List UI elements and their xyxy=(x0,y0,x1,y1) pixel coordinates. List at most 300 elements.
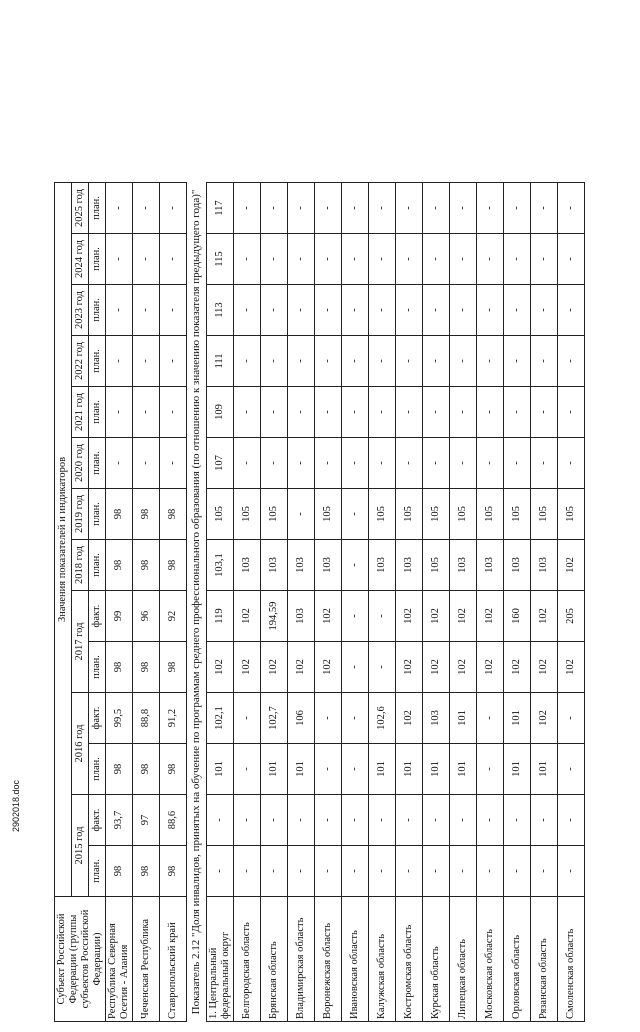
table-row xyxy=(288,183,315,1022)
value-cell: - xyxy=(369,183,396,234)
value-cell: - xyxy=(160,234,187,285)
value-cell: 102,6 xyxy=(369,693,396,744)
value-cell: 103 xyxy=(423,693,450,744)
value-cell: - xyxy=(423,234,450,285)
value-cell: - xyxy=(450,438,477,489)
value-cell: - xyxy=(342,489,369,540)
subject-name: Липецкая область xyxy=(450,897,477,1022)
value-cell: - xyxy=(261,795,288,846)
value-cell: - xyxy=(315,795,342,846)
table-row xyxy=(558,183,585,1022)
value-cell: - xyxy=(558,285,585,336)
value-cell: - xyxy=(558,693,585,744)
subject-name: Ивановская область xyxy=(342,897,369,1022)
table-row xyxy=(450,183,477,1022)
plan-header: план. xyxy=(89,336,106,387)
year-header: 2024 год xyxy=(72,234,89,285)
value-cell: - xyxy=(234,234,261,285)
value-cell: - xyxy=(261,438,288,489)
value-cell: 103,1 xyxy=(207,540,234,591)
value-cell: - xyxy=(288,285,315,336)
value-cell: - xyxy=(450,846,477,897)
value-cell: - xyxy=(531,438,558,489)
value-cell: 105 xyxy=(558,489,585,540)
subject-name: Орловская область xyxy=(504,897,531,1022)
value-cell: - xyxy=(531,234,558,285)
value-cell: - xyxy=(558,387,585,438)
value-cell: 102 xyxy=(234,591,261,642)
value-cell: - xyxy=(315,285,342,336)
value-cell: - xyxy=(234,336,261,387)
value-cell: - xyxy=(477,846,504,897)
value-cell: - xyxy=(342,846,369,897)
value-cell: 102 xyxy=(450,642,477,693)
value-cell: - xyxy=(369,438,396,489)
value-cell: - xyxy=(106,183,133,234)
value-cell: 113 xyxy=(207,285,234,336)
value-cell: - xyxy=(423,438,450,489)
value-cell: 103 xyxy=(288,540,315,591)
value-cell: 98 xyxy=(106,489,133,540)
value-cell: - xyxy=(504,285,531,336)
value-cell: - xyxy=(477,285,504,336)
value-cell: 98 xyxy=(160,846,187,897)
value-cell: - xyxy=(288,234,315,285)
plan-header: план. xyxy=(89,489,106,540)
value-cell: - xyxy=(234,438,261,489)
value-cell: - xyxy=(531,183,558,234)
subject-name: Брянская область xyxy=(261,897,288,1022)
value-cell: - xyxy=(558,234,585,285)
value-cell: 102 xyxy=(234,642,261,693)
value-cell: - xyxy=(369,387,396,438)
value-cell: - xyxy=(450,285,477,336)
indicator-title-row xyxy=(187,183,207,1022)
table-row xyxy=(261,183,288,1022)
value-cell: 103 xyxy=(531,540,558,591)
table-row xyxy=(106,183,133,1022)
value-cell: 102,7 xyxy=(261,693,288,744)
value-cell: - xyxy=(234,846,261,897)
value-cell: 102 xyxy=(315,591,342,642)
value-cell: - xyxy=(450,234,477,285)
value-cell: 119 xyxy=(207,591,234,642)
value-cell: 98 xyxy=(133,744,160,795)
value-cell: - xyxy=(342,540,369,591)
value-cell: - xyxy=(106,438,133,489)
value-cell: 105 xyxy=(369,489,396,540)
value-cell: 98 xyxy=(160,744,187,795)
year-header: 2018 год xyxy=(72,540,89,591)
value-cell: - xyxy=(369,795,396,846)
value-cell: 102 xyxy=(504,642,531,693)
value-cell: 98 xyxy=(106,540,133,591)
plan-header: план. xyxy=(89,285,106,336)
value-cell: - xyxy=(477,336,504,387)
table-row xyxy=(207,183,234,1022)
value-cell: - xyxy=(207,795,234,846)
year-header: 2017 год xyxy=(72,591,89,693)
value-cell: 102 xyxy=(531,642,558,693)
subject-name: Рязанская область xyxy=(531,897,558,1022)
value-cell: - xyxy=(342,591,369,642)
value-cell: - xyxy=(423,387,450,438)
value-cell: 105 xyxy=(423,540,450,591)
subject-name: Воронежская область xyxy=(315,897,342,1022)
value-cell: 103 xyxy=(261,540,288,591)
subject-name: Смоленская область xyxy=(558,897,585,1022)
value-cell: 102 xyxy=(531,591,558,642)
value-cell: - xyxy=(369,846,396,897)
value-cell: - xyxy=(504,846,531,897)
footer-code: 2902018.doc xyxy=(11,779,21,832)
value-cell: - xyxy=(315,387,342,438)
fact-header: факт. xyxy=(89,795,106,846)
value-cell: - xyxy=(106,234,133,285)
value-cell: 105 xyxy=(450,489,477,540)
value-cell: - xyxy=(450,387,477,438)
years-header-row xyxy=(72,183,89,1022)
value-cell: - xyxy=(133,336,160,387)
value-cell: 101 xyxy=(396,744,423,795)
value-cell: 98 xyxy=(133,642,160,693)
plan-header: план. xyxy=(89,387,106,438)
value-cell: - xyxy=(342,438,369,489)
value-cell: - xyxy=(261,183,288,234)
value-cell: - xyxy=(288,183,315,234)
value-cell: 105 xyxy=(396,489,423,540)
value-cell: 101 xyxy=(450,744,477,795)
value-cell: 205 xyxy=(558,591,585,642)
value-cell: - xyxy=(369,591,396,642)
value-cell: - xyxy=(477,693,504,744)
value-cell: 102 xyxy=(207,642,234,693)
value-cell: - xyxy=(160,183,187,234)
value-cell: - xyxy=(234,795,261,846)
value-cell: - xyxy=(288,846,315,897)
value-cell: - xyxy=(477,387,504,438)
value-cell: 103 xyxy=(504,540,531,591)
value-cell: 98 xyxy=(160,489,187,540)
value-cell: 98 xyxy=(106,744,133,795)
value-cell: - xyxy=(477,183,504,234)
value-cell: - xyxy=(160,438,187,489)
subject-name: Владимирская область xyxy=(288,897,315,1022)
value-cell: - xyxy=(133,285,160,336)
plan-header: план. xyxy=(89,183,106,234)
value-cell: 93,7 xyxy=(106,795,133,846)
value-cell: - xyxy=(261,336,288,387)
value-cell: 102 xyxy=(261,642,288,693)
year-header: 2025 год xyxy=(72,183,89,234)
value-cell: 102 xyxy=(423,642,450,693)
year-header: 2020 год xyxy=(72,438,89,489)
value-cell: - xyxy=(396,234,423,285)
value-cell: - xyxy=(207,846,234,897)
subject-name: Республика Северная Осетия - Алания xyxy=(106,897,133,1022)
value-cell: 98 xyxy=(160,540,187,591)
value-cell: 99,5 xyxy=(106,693,133,744)
value-cell: 88,6 xyxy=(160,795,187,846)
table-row xyxy=(133,183,160,1022)
value-cell: 102 xyxy=(558,642,585,693)
value-cell: - xyxy=(234,693,261,744)
value-cell: - xyxy=(477,438,504,489)
value-cell: - xyxy=(504,234,531,285)
value-cell: - xyxy=(342,795,369,846)
value-cell: 102 xyxy=(396,693,423,744)
value-cell: 98 xyxy=(133,540,160,591)
value-cell: - xyxy=(531,336,558,387)
value-cell: 117 xyxy=(207,183,234,234)
value-cell: 96 xyxy=(133,591,160,642)
subject-header: Субъект Российской Федерации (группы субъектов Российской Федерации) xyxy=(55,897,106,1022)
subject-name: Чеченская Республика xyxy=(133,897,160,1022)
value-cell: - xyxy=(477,744,504,795)
value-cell: 101 xyxy=(207,744,234,795)
value-cell: 105 xyxy=(477,489,504,540)
value-cell: 98 xyxy=(160,642,187,693)
plan-header: план. xyxy=(89,642,106,693)
value-cell: - xyxy=(450,183,477,234)
subject-name: Ставропольский край xyxy=(160,897,187,1022)
value-cell: 101 xyxy=(450,693,477,744)
value-cell: 101 xyxy=(261,744,288,795)
value-cell: - xyxy=(234,183,261,234)
value-cell: - xyxy=(133,234,160,285)
value-cell: - xyxy=(315,438,342,489)
value-cell: 106 xyxy=(288,693,315,744)
value-cell: - xyxy=(288,795,315,846)
value-cell: 103 xyxy=(477,540,504,591)
subject-name: Костромская область xyxy=(396,897,423,1022)
value-cell: 105 xyxy=(207,489,234,540)
table-row xyxy=(315,183,342,1022)
value-cell: - xyxy=(504,183,531,234)
plan-header: план. xyxy=(89,846,106,897)
value-cell: - xyxy=(396,387,423,438)
value-cell: 101 xyxy=(423,744,450,795)
value-cell: 102 xyxy=(396,642,423,693)
value-cell: - xyxy=(423,183,450,234)
value-cell: 98 xyxy=(133,846,160,897)
value-cell: - xyxy=(450,336,477,387)
value-cell: - xyxy=(477,234,504,285)
value-cell: - xyxy=(261,285,288,336)
value-cell: - xyxy=(342,234,369,285)
table-row xyxy=(342,183,369,1022)
value-cell: - xyxy=(558,183,585,234)
plan-header: план. xyxy=(89,540,106,591)
value-cell: 102 xyxy=(423,591,450,642)
subject-name: Белгородская область xyxy=(234,897,261,1022)
values-header: Значения показателей и индикаторов xyxy=(55,183,72,897)
value-cell: - xyxy=(531,285,558,336)
value-cell: - xyxy=(315,846,342,897)
value-cell: 107 xyxy=(207,438,234,489)
year-header: 2015 год xyxy=(72,795,89,897)
value-cell: - xyxy=(423,846,450,897)
value-cell: 102 xyxy=(315,642,342,693)
value-cell: - xyxy=(315,693,342,744)
value-cell: - xyxy=(342,693,369,744)
value-cell: - xyxy=(504,336,531,387)
value-cell: 160 xyxy=(504,591,531,642)
value-cell: - xyxy=(261,234,288,285)
indicator-title: Показатель 2.12 "Доля инвалидов, принятых на обучение по программам среднего профессионального образования (по отношению к значению показателя предыдущего года)" xyxy=(187,183,207,1022)
value-cell: - xyxy=(342,336,369,387)
table-body xyxy=(106,183,585,1022)
indicators-table xyxy=(54,182,585,1022)
value-cell: 105 xyxy=(261,489,288,540)
value-cell: - xyxy=(342,744,369,795)
value-cell: - xyxy=(558,744,585,795)
year-header: 2023 год xyxy=(72,285,89,336)
year-header: 2022 год xyxy=(72,336,89,387)
fact-header: факт. xyxy=(89,693,106,744)
value-cell: - xyxy=(369,336,396,387)
value-cell: - xyxy=(504,438,531,489)
value-cell: - xyxy=(423,795,450,846)
value-cell: - xyxy=(558,336,585,387)
value-cell: - xyxy=(531,795,558,846)
plan-header: план. xyxy=(89,438,106,489)
value-cell: 102 xyxy=(558,540,585,591)
value-cell: - xyxy=(342,183,369,234)
value-cell: - xyxy=(558,846,585,897)
value-cell: 102 xyxy=(477,591,504,642)
fact-header: факт. xyxy=(89,591,106,642)
value-cell: 91,2 xyxy=(160,693,187,744)
value-cell: 105 xyxy=(423,489,450,540)
table-row xyxy=(396,183,423,1022)
value-cell: - xyxy=(288,489,315,540)
value-cell: - xyxy=(315,336,342,387)
value-cell: 103 xyxy=(288,591,315,642)
value-cell: - xyxy=(133,387,160,438)
value-cell: - xyxy=(504,387,531,438)
value-cell: - xyxy=(396,336,423,387)
subject-name: Курская область xyxy=(423,897,450,1022)
value-cell: 98 xyxy=(106,642,133,693)
table-row xyxy=(234,183,261,1022)
value-cell: - xyxy=(133,183,160,234)
value-cell: - xyxy=(261,846,288,897)
value-cell: 101 xyxy=(504,744,531,795)
value-cell: 88,8 xyxy=(133,693,160,744)
value-cell: 105 xyxy=(531,489,558,540)
subject-name: Московская область xyxy=(477,897,504,1022)
value-cell: - xyxy=(288,438,315,489)
table-row xyxy=(423,183,450,1022)
value-cell: 103 xyxy=(450,540,477,591)
table-row xyxy=(531,183,558,1022)
subject-name: Калужская область xyxy=(369,897,396,1022)
table-row xyxy=(477,183,504,1022)
value-cell: 103 xyxy=(315,540,342,591)
plan-header: план. xyxy=(89,744,106,795)
value-cell: - xyxy=(558,438,585,489)
value-cell: - xyxy=(423,336,450,387)
value-cell: - xyxy=(423,285,450,336)
value-cell: 115 xyxy=(207,234,234,285)
value-cell: - xyxy=(396,183,423,234)
value-cell: 98 xyxy=(133,489,160,540)
value-cell: 99 xyxy=(106,591,133,642)
value-cell: - xyxy=(396,285,423,336)
value-cell: 103 xyxy=(369,540,396,591)
rotated-table-container xyxy=(40,172,600,1032)
value-cell: - xyxy=(396,795,423,846)
value-cell: - xyxy=(106,387,133,438)
value-cell: 105 xyxy=(504,489,531,540)
value-cell: - xyxy=(342,387,369,438)
value-cell: - xyxy=(369,234,396,285)
value-cell: 92 xyxy=(160,591,187,642)
value-cell: 109 xyxy=(207,387,234,438)
value-cell: - xyxy=(106,285,133,336)
value-cell: 111 xyxy=(207,336,234,387)
value-cell: - xyxy=(288,336,315,387)
value-cell: - xyxy=(342,642,369,693)
year-header: 2016 год xyxy=(72,693,89,795)
value-cell: 105 xyxy=(315,489,342,540)
value-cell: 102 xyxy=(450,591,477,642)
value-cell: - xyxy=(504,795,531,846)
value-cell: - xyxy=(531,387,558,438)
value-cell: - xyxy=(261,387,288,438)
value-cell: - xyxy=(369,285,396,336)
value-cell: - xyxy=(133,438,160,489)
value-cell: - xyxy=(160,387,187,438)
value-cell: - xyxy=(396,438,423,489)
value-cell: - xyxy=(288,387,315,438)
value-cell: 194,59 xyxy=(261,591,288,642)
year-header: 2021 год xyxy=(72,387,89,438)
value-cell: - xyxy=(315,183,342,234)
value-cell: - xyxy=(234,285,261,336)
value-cell: 102 xyxy=(531,693,558,744)
value-cell: 102 xyxy=(396,591,423,642)
value-cell: 98 xyxy=(106,846,133,897)
table-row xyxy=(504,183,531,1022)
subject-name: 1. Центральный федеральный округ xyxy=(207,897,234,1022)
plan-fact-header-row xyxy=(89,183,106,1022)
value-cell: - xyxy=(450,795,477,846)
value-cell: 102 xyxy=(288,642,315,693)
value-cell: 105 xyxy=(234,489,261,540)
value-cell: - xyxy=(106,336,133,387)
value-cell: 103 xyxy=(396,540,423,591)
value-cell: 101 xyxy=(369,744,396,795)
value-cell: - xyxy=(160,285,187,336)
value-cell: 102 xyxy=(477,642,504,693)
year-header: 2019 год xyxy=(72,489,89,540)
value-cell: 101 xyxy=(504,693,531,744)
plan-header: план. xyxy=(89,234,106,285)
value-cell: - xyxy=(234,744,261,795)
value-cell: - xyxy=(531,846,558,897)
table-row xyxy=(369,183,396,1022)
value-cell: 103 xyxy=(234,540,261,591)
value-cell: 97 xyxy=(133,795,160,846)
value-cell: - xyxy=(558,795,585,846)
value-cell: 101 xyxy=(288,744,315,795)
table-row xyxy=(160,183,187,1022)
value-cell: - xyxy=(315,744,342,795)
value-cell: - xyxy=(477,795,504,846)
value-cell: - xyxy=(160,336,187,387)
